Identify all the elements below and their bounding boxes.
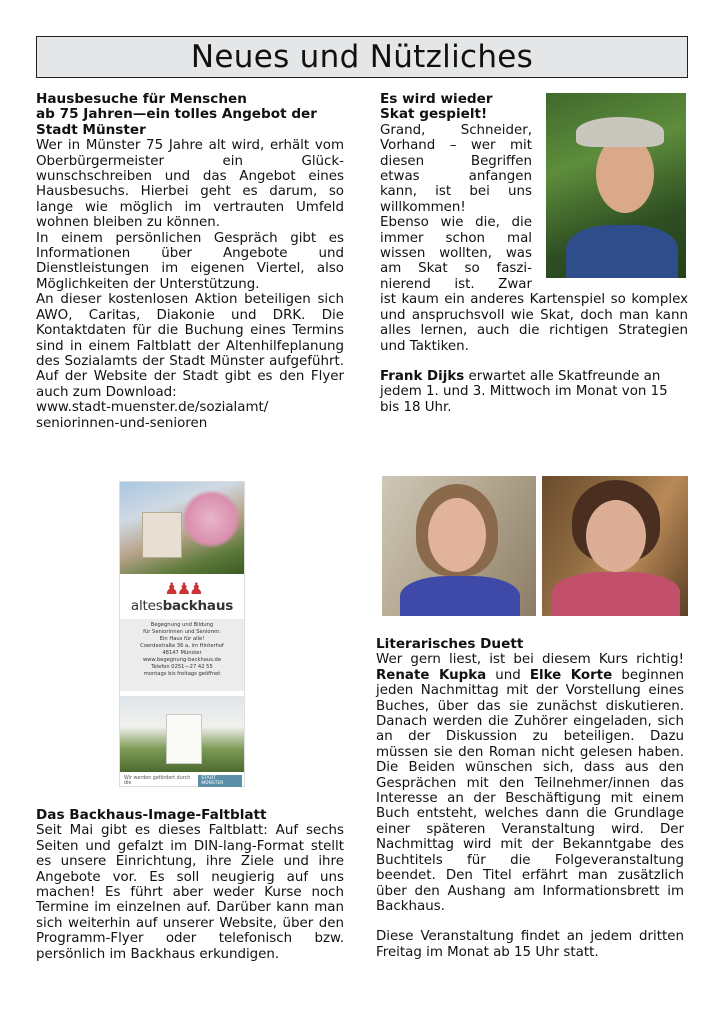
article-duett — [376, 637, 684, 960]
backhaus-flyer-image — [119, 481, 245, 787]
paragraph: Wer in Münster 75 Jahre alt wird, erhält vom Oberbürgermeister ein Glück-wunschschreiben und das Angebot eines Hausbesuchs. Hierbei geht es darum, so lange wie möglich im vertrauten Umfeld wohnen bleiben zu können. — [36, 138, 344, 231]
host-text: erwartet alle Skatfreunde an jedem 1. und 3. Mittwoch im Monat von 15 bis 18 Uhr. — [380, 368, 668, 415]
page-header — [36, 36, 688, 78]
flyer-logo: altesbackhaus — [130, 598, 234, 614]
text-line: Vorhand – wer mit — [380, 138, 532, 154]
host-name: Frank Dijks — [380, 368, 465, 384]
text-line: diesen Begriffen — [380, 153, 532, 169]
person-name: Elke Korte — [529, 667, 613, 683]
article-faltblatt — [36, 808, 344, 962]
title-line: Skat gespielt! — [380, 106, 488, 123]
photo-elke-korte — [542, 476, 688, 616]
paragraph — [380, 369, 688, 415]
title-line: Hausbesuche für Menschen — [36, 91, 247, 107]
text-line: Ebenso wie die, die — [380, 215, 532, 231]
paragraph: Seit Mai gibt es dieses Faltblatt: Auf sechs Seiten und gefalzt im DIN-lang-Format stellt es unsere Einrichtung, ihre Ziele und ihre Angebote vor. Es soll neugierig auf uns machen! Es führt aber weder Kurse noch Termine im einzelnen auf. Darüber kann man sich weiterhin auf unserer Website, über den Programm-Flyer oder telefonisch bzw. persönlich im Backhaus erkundigen. — [36, 823, 344, 962]
person-name: Renate Kupka — [376, 667, 487, 683]
text-line: willkommen! — [380, 199, 466, 215]
text-line: kann, ist bei uns — [380, 184, 532, 200]
text-line: am Skat so faszi- — [380, 261, 532, 277]
flyer-info-box: Begegnung und Bildung für Seniorinnen und Senioren: Ein Haus für alle! Coerdestraße 36 a, im Hinterhof 48147 Münster www.begegnung-backhaus.de Telefon 0251—27 42 55 montags bis freitags geöffnet — [120, 619, 244, 691]
link-line[interactable]: www.stadt-muenster.de/sozialamt/ — [36, 400, 269, 416]
text-line: etwas anfangen — [380, 169, 532, 185]
paragraph: In einem persönlichen Gespräch gibt es Informationen über Angebote und Dienstleistungen im eigenen Viertel, also Möglichkeiten der Unterstützung. — [36, 230, 344, 292]
title-line: Es wird wieder — [380, 91, 493, 107]
paragraph: Wer gern liest, ist bei diesem Kurs richtig! Renate Kupka und Elke Korte beginnen jeden Nachmittag mit der Vorstellung eines Buches, über das sie zunächst diskutieren. Danach werden die Zuhörer eingeladen, sich an der Diskussion zu beteiligen. Dazu müssen sie den Roman nicht gelesen haben. Die Beiden wünschen sich, dass aus den Gesprächen mit den Teilnehmer/innen das Interesse an der Beschäftigung mit einem Buch entsteht, welches dann die Grundlage einer späteren Veranstaltung wird. Der Nachmittag wird mit der Bekanntgabe des Buchtitels für die Folgeveranstaltung beendet. Den Titel erfährt man zusätzlich über den Aushang am Informationsbrett im Backhaus. — [376, 652, 684, 914]
page-title: Neues und Nützliches — [190, 39, 534, 75]
paragraph: Diese Veranstaltung findet an jedem dritten Freitag im Monat ab 15 Uhr statt. — [376, 929, 684, 960]
title-line: Stadt Münster — [36, 121, 146, 138]
text-line: nierend ist. Zwar — [380, 276, 532, 292]
photo-renate-kupka — [382, 476, 536, 616]
skat-narrow-text — [380, 123, 532, 292]
website-link[interactable] — [36, 400, 344, 431]
flyer-footer: Wir werden gefördert durch die STADT MÜNSTER — [124, 775, 242, 787]
text-line: Grand, Schneider, — [380, 122, 532, 138]
stadt-muenster-logo: STADT MÜNSTER — [198, 775, 242, 787]
text-line: immer schon mal — [380, 230, 532, 246]
title-line: ab 75 Jahren—ein tolles Angebot der — [36, 106, 317, 123]
people-logo-icon: ♟♟♟ — [164, 579, 202, 598]
article-title: Literarisches Duett — [376, 636, 524, 652]
article-title: Das Backhaus-Image-Faltblatt — [36, 807, 267, 823]
article-title — [36, 92, 344, 138]
paragraph: ist kaum ein anderes Kartenspiel so komplex und anspruchsvoll wie Skat, doch man kann alles lernen, auch die richtigen Strategien und Taktiken. — [380, 292, 688, 354]
paragraph: An dieser kostenlosen Aktion beteiligen sich AWO, Caritas, Diakonie und DRK. Die Kontaktdaten für die Buchung eines Termins sind in einem Faltblatt der Altenhilfeplanung des Sozialamts der Stadt Münster aufgeführt. Auf der Website der Stadt gibt es den Flyer auch zum Download: — [36, 292, 344, 400]
article-hausbesuche — [36, 92, 344, 431]
link-line[interactable]: seniorinnen-und-senioren — [36, 415, 208, 431]
text-line: wissen wollten, was — [380, 246, 532, 262]
photo-skat-player — [546, 93, 686, 278]
